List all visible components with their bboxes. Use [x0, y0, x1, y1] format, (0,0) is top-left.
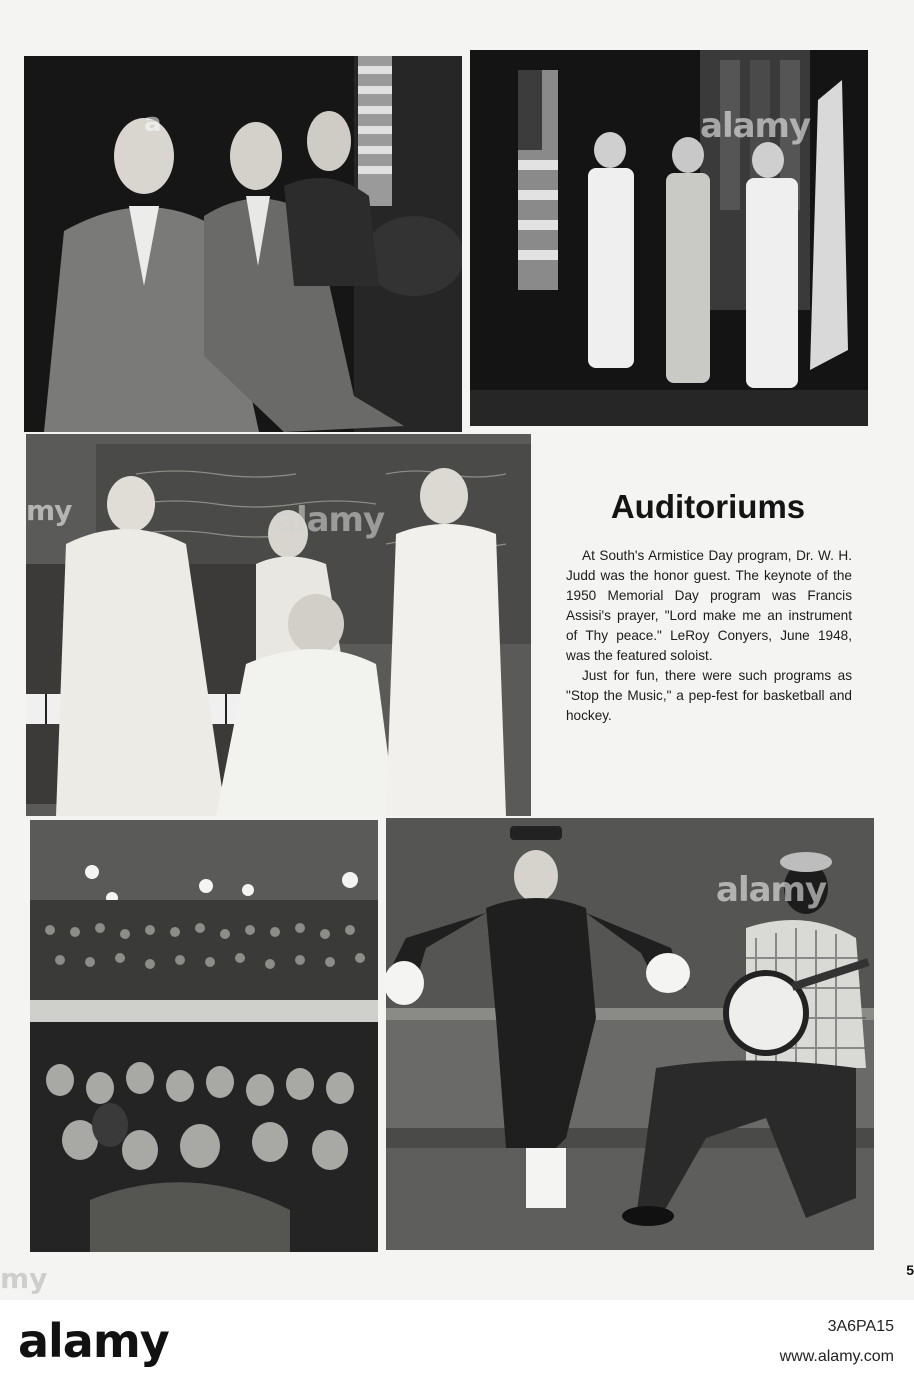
- watermark: my: [26, 494, 72, 527]
- photo-comic-performance: [386, 818, 874, 1250]
- flag-shape: [358, 56, 392, 206]
- sailor-right: [746, 142, 798, 388]
- photo-seated-guests: [24, 56, 462, 432]
- watermark: a: [144, 108, 161, 138]
- photo-color-guard: [470, 50, 868, 426]
- stock-footer: [0, 1300, 914, 1390]
- page-number: 5: [906, 1262, 914, 1278]
- site-url[interactable]: www.alamy.com: [779, 1348, 894, 1365]
- watermark: alamy: [274, 500, 385, 540]
- photo-piano-scene-image: [26, 434, 531, 816]
- soldier-middle: [666, 137, 710, 383]
- page-title: Auditoriums: [610, 488, 806, 525]
- photo-auditorium-audience-image: [30, 820, 378, 1252]
- photo-color-guard-image: [470, 50, 868, 426]
- photo-seated-guests-image: [24, 56, 462, 432]
- image-id: 3A6PA15: [827, 1318, 894, 1335]
- alamy-logo: alamy: [18, 1314, 169, 1368]
- article-paragraph: At South's Armistice Day program, Dr. W. H. Judd was the honor guest. The keynote of the 1950 Memorial Day program was Francis Assisi's prayer, "Lord make me an instrument of Thy peace." LeRoy Conyers, June 1948, was the featured soloist.: [566, 548, 852, 663]
- photo-auditorium-audience: [30, 820, 378, 1252]
- article-paragraph: Just for fun, there were such programs as "Stop the Music," a pep-fest for basketball and hockey.: [566, 668, 852, 723]
- photo-comic-performance-image: [386, 818, 874, 1250]
- flag-left: [518, 70, 558, 290]
- watermark: alamy: [716, 870, 827, 910]
- article-body: [566, 546, 852, 726]
- watermark: alamy: [700, 106, 811, 146]
- photo-piano-scene: [26, 434, 531, 816]
- watermark: my: [0, 1262, 48, 1295]
